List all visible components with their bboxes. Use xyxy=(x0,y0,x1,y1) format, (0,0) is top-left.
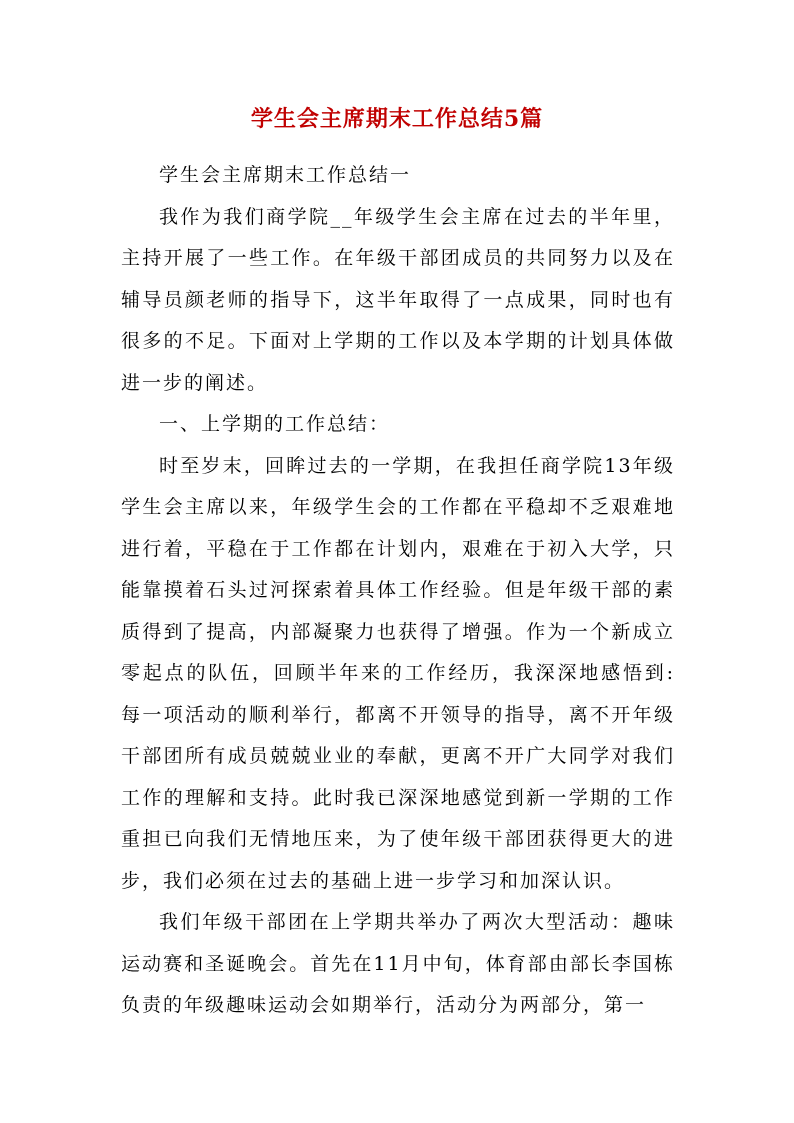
section-heading: 一、上学期的工作总结： xyxy=(159,413,391,435)
document-title: 学生会主席期末工作总结5篇 xyxy=(250,106,544,132)
document-body xyxy=(121,155,675,1027)
paragraph-intro: 我作为我们商学院__年级学生会主席在过去的半年里，主持开展了一些工作。在年级干部团成员的共同努力以及在辅导员颜老师的指导下，这半年取得了一点成果，同时也有很多的不足。下面对上学期的工作以及本学期的计划具体做进一步的阐述。 xyxy=(121,205,675,394)
section-heading: 学生会主席期末工作总结一 xyxy=(159,164,412,186)
paragraph-summary: 时至岁末，回眸过去的一学期，在我担任商学院13年级学生会主席以来，年级学生会的工作都在平稳却不乏艰难地进行着，平稳在于工作都在计划内，艰难在于初入大学，只能靠摸着石头过河探索着具体工作经验。但是年级干部的素质得到了提高，内部凝聚力也获得了增强。作为一个新成立零起点的队伍，回顾半年来的工作经历，我深深地感悟到:每一项活动的顺利举行，都离不开领导的指导，离不开年级干部团所有成员兢兢业业的奉献，更离不开广大同学对我们工作的理解和支持。此时我已深深地感觉到新一学期的工作重担已向我们无情地压来，为了使年级干部团获得更大的进步，我们必须在过去的基础上进一步学习和加深认识。 xyxy=(121,454,675,892)
paragraph-activities: 我们年级干部团在上学期共举办了两次大型活动：趣味运动赛和圣诞晚会。首先在11月中旬，体育部由部长李国栋负责的年级趣味运动会如期举行，活动分为两部分，第一 xyxy=(121,911,675,1016)
